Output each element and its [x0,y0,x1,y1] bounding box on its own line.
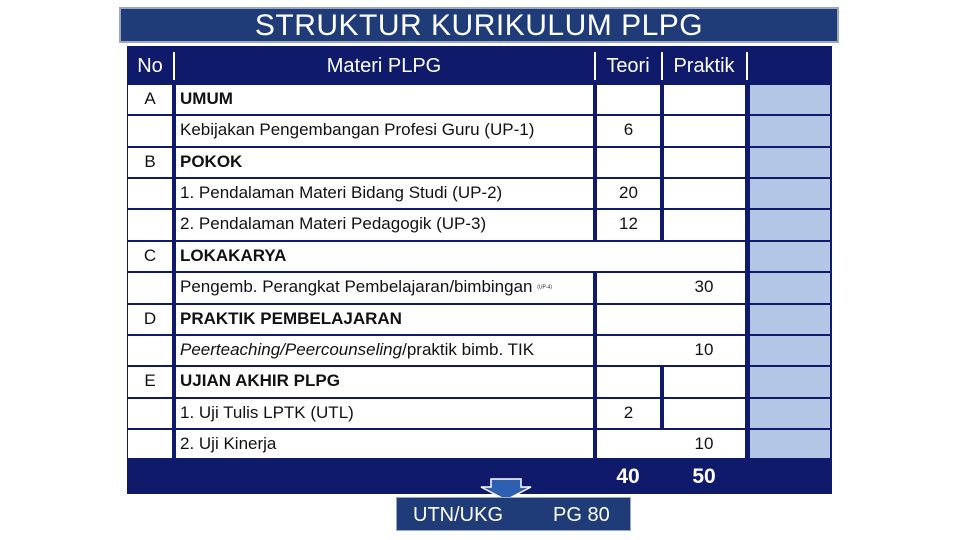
row-letter [128,430,172,458]
row-letter: B [128,148,172,177]
row-letter: D [128,305,172,334]
side-cell [750,242,830,271]
row-letter: C [128,242,172,271]
header-praktik: Praktik [673,55,735,77]
materi-cell [176,273,593,303]
praktik-cell [664,85,745,114]
bottom-box [396,497,631,531]
total-praktik: 50 [692,465,716,488]
section-heading: UMUM [176,85,593,114]
materi-italic-text: Peerteaching/Peercounseling [180,340,403,359]
teori-cell [597,85,660,114]
section-heading: PRAKTIK PEMBELAJARAN [176,305,593,334]
materi-cell [176,336,593,365]
praktik-cell [664,210,745,240]
praktik-cell [664,399,745,428]
materi-text: Pengemb. Perangkat Pembelajaran/bimbingan [180,277,533,296]
total-teori: 40 [616,465,640,488]
header-divider [173,52,175,80]
side-cell [750,179,830,208]
materi-cell: 2. Pendalaman Materi Pedagogik (UP-3) [176,210,593,240]
materi-cell: 1. Pendalaman Materi Bidang Studi (UP-2) [176,179,593,208]
row-letter [128,273,172,303]
teori-cell: 6 [597,116,660,146]
teori-cell: 12 [597,210,660,240]
row-letter [128,336,172,365]
value-cell [597,305,745,334]
header-divider [746,52,748,80]
side-cell [750,305,830,334]
praktik-cell [664,116,745,146]
materi-text: /praktik bimb. TIK [402,340,535,359]
section-heading: UJIAN AKHIR PLPG [176,367,593,397]
praktik-cell: 10 [597,430,745,458]
row-letter: E [128,367,172,397]
header-no: No [137,55,163,77]
row-letter [128,116,172,146]
praktik-cell [664,148,745,177]
pg-label: PG 80 [553,504,610,526]
header-teori: Teori [606,55,650,77]
teori-cell [597,367,660,397]
praktik-cell [664,179,745,208]
side-cell [750,336,830,365]
materi-cell: 1. Uji Tulis LPTK (UTL) [176,399,593,428]
row-letter [128,399,172,428]
row-letter [128,179,172,208]
total-label: Jumlah [180,467,229,484]
teori-cell: 2 [597,399,660,428]
side-cell [750,85,830,114]
side-cell [750,116,830,146]
section-heading: POKOK [176,148,593,177]
teori-cell: 20 [597,179,660,208]
row-letter: A [128,85,172,114]
section-heading: LOKAKARYA [176,242,745,271]
materi-cell: Kebijakan Pengembangan Profesi Guru (UP-1) [176,116,593,146]
side-cell [750,273,830,303]
side-cell [750,210,830,240]
utn-ukg-label: UTN/UKG [413,504,503,526]
side-cell [750,399,830,428]
header-divider [661,52,663,80]
praktik-cell: 10 [597,336,745,365]
praktik-cell: 30 [597,273,745,303]
materi-note: (UP-4) [537,284,552,291]
page-title: STRUKTUR KURIKULUM PLPG [119,7,839,43]
header-divider [594,52,596,80]
side-cell [750,367,830,397]
side-cell [750,430,830,458]
materi-cell: 2. Uji Kinerja [176,430,593,458]
row-letter [128,210,172,240]
praktik-cell [664,367,745,397]
header-materi: Materi PLPG [326,55,442,77]
side-cell [750,148,830,177]
teori-cell [597,148,660,177]
